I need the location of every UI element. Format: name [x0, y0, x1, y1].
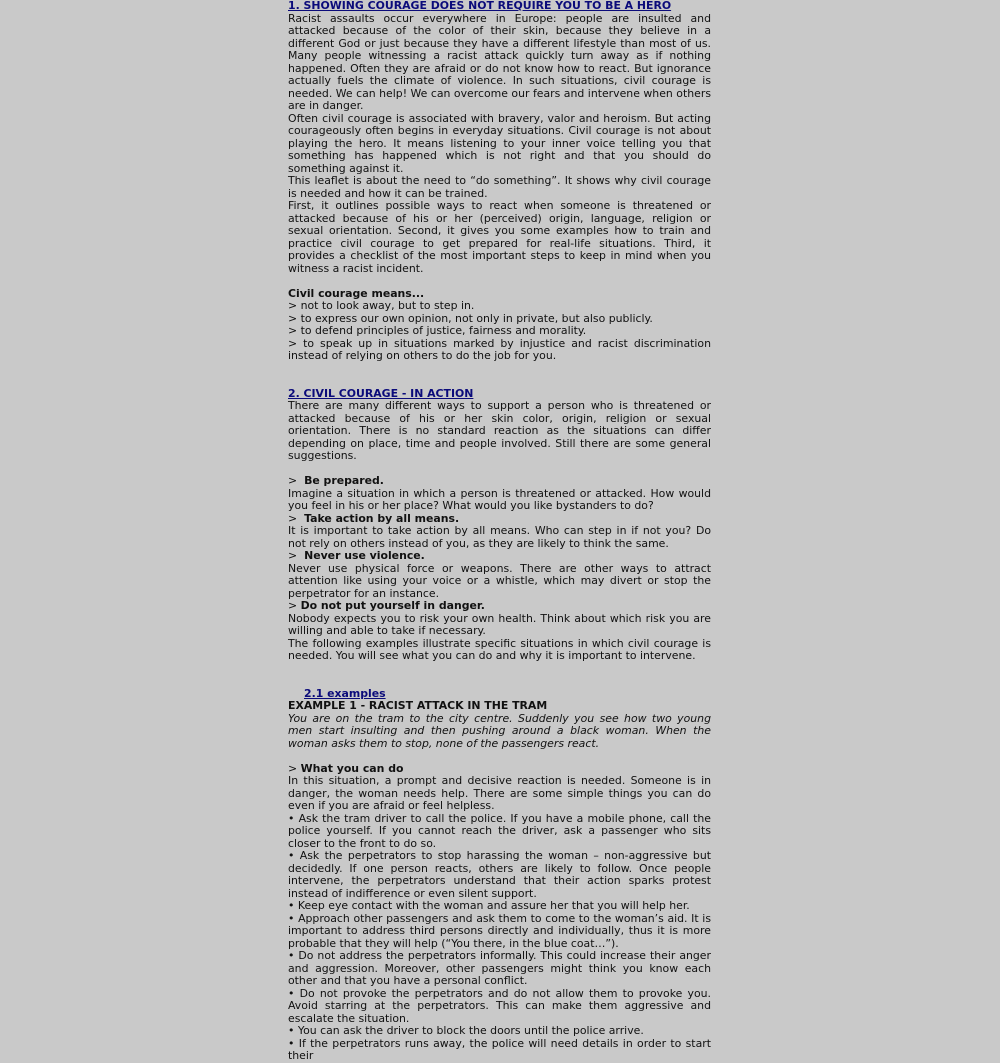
civil-courage-means-item: > to express our own opinion, not only in private, but also publicly.: [288, 311, 653, 325]
section-2-heading: 2. CIVIL COURAGE - IN ACTION: [288, 386, 474, 400]
advice-bullet: • Keep eye contact with the woman and assure her that you will help her.: [288, 899, 690, 912]
what-you-can-do-title: What you can do: [300, 761, 404, 775]
tip-text: Imagine a situation in which a person is threatened or attacked. How would you feel in his or her place? What would you like bystanders to do?: [288, 486, 711, 512]
tip-title-line: [288, 600, 711, 613]
section-1-heading: [288, 0, 711, 13]
what-you-can-do-intro: In this situation, a prompt and decisive reaction is needed. Someone is in danger, the woman needs help. There are some simple things you can do even if you are afraid or feel helpless.: [288, 774, 711, 812]
tip-title: Be prepared.: [304, 474, 384, 487]
section-1-heading-part2: DOES NOT REQUIRE YOU TO BE A HERO: [430, 0, 672, 12]
advice-bullet: • Ask the perpetrators to stop harassing the woman – non-aggressive but decidedly. If one person reacts, others are likely to follow. Once people intervene, the perpetrators understand that their action sparks protest instead of indifference or even silent support.: [288, 849, 711, 900]
section-1-paragraph: This leaflet is about the need to “do something”. It shows why civil courage is needed and how it can be trained.: [288, 174, 711, 200]
tip-text: Never use physical force or weapons. There are other ways to attract attention like using your voice or a whistle, which may divert or stop the perpetrator for an instance.: [288, 561, 711, 600]
example-1-scenario: You are on the tram to the city centre. Suddenly you see how two young men start insulting and then pushing around a black woman. When the woman asks them to stop, none of the passengers react.: [288, 711, 711, 750]
advice-bullet: • Do not address the perpetrators informally. This could increase their anger and aggression. Moreover, other passengers might think you know each other and that you have a personal conflict.: [288, 949, 711, 987]
tip-title: Do not put yourself in danger.: [300, 599, 485, 612]
tip-marker: >: [288, 511, 298, 525]
tip-marker: >: [288, 549, 298, 562]
section-1-paragraph: First, it outlines possible ways to react when someone is threatened or attacked because of his or her (perceived) origin, language, religion or sexual orientation. Second, it gives you some examples how to train and practice civil courage to get prepared for real-life situations. Third, it provides a checklist of the most important steps to keep in mind when you witness a racist incident.: [288, 199, 711, 275]
tip-marker: >: [288, 599, 298, 612]
advice-bullet: • Ask the tram driver to call the police. If you have a mobile phone, call the police yourself. If you cannot reach the driver, ask a passenger who sits closer to the front to do so.: [288, 811, 711, 850]
section-1-heading-part1: 1. SHOWING COURAGE: [288, 0, 427, 12]
advice-bullet: • You can ask the driver to block the doors until the police arrive.: [288, 1024, 644, 1037]
tip-title-line: [288, 550, 711, 563]
civil-courage-means-title: Civil courage means...: [288, 286, 425, 300]
examples-heading: 2.1 examples: [304, 686, 386, 700]
tip-title-line: [288, 475, 711, 488]
what-marker: >: [288, 761, 298, 775]
section-1-paragraph: Racist assaults occur everywhere in Europe: people are insulted and attacked because of the color of their skin, because they believe in a different God or just because they have a different lifestyle than most of us. Many people witnessing a racist attack quickly turn away as if nothing happened. Often they are afraid or do not know how to react. But ignorance actually fuels the climate of violence. In such situations, civil courage is needed. We can help! We can overcome our fears and intervene when others are in danger.: [288, 11, 711, 112]
advice-bullet: • Do not provoke the perpetrators and do not allow them to provoke you. Avoid starring at the perpetrators. This can make them aggressive and escalate the situation.: [288, 986, 711, 1025]
advice-bullet: • Approach other passengers and ask them to come to the woman’s aid. It is important to address third persons directly and individually, thus it is more probable that they will help (“You there, in the blue coat…”).: [288, 911, 711, 950]
civil-courage-means-item: > to defend principles of justice, fairness and morality.: [288, 324, 587, 337]
tip-marker: >: [288, 474, 298, 487]
tip-title: Take action by all means.: [304, 511, 460, 525]
leaflet-page: [288, 0, 711, 1063]
tip-text: Nobody expects you to risk your own health. Think about which risk you are willing and able to take if necessary.: [288, 611, 711, 637]
example-1-title: EXAMPLE 1 - RACIST ATTACK IN THE TRAM: [288, 699, 548, 712]
section-1-paragraph: Often civil courage is associated with bravery, valor and heroism. But acting courageously often begins in everyday situations. Civil courage is not about playing the hero. It means listening to your inner voice telling you that something has happened which is not right and that you should do something against it.: [288, 111, 711, 175]
advice-bullet: • If the perpetrators runs away, the police will need details in order to start their: [288, 1036, 711, 1062]
tip-title: Never use violence.: [304, 549, 425, 562]
civil-courage-means-item: > to speak up in situations marked by injustice and racist discrimination instead of relying on others to do the job for you.: [288, 336, 711, 362]
tip-text: It is important to take action by all means. Who can step in if not you? Do not rely on others instead of you, as they are likely to think the same.: [288, 524, 711, 550]
section-2-closing: The following examples illustrate specific situations in which civil courage is needed. You will see what you can do and why it is important to intervene.: [288, 636, 711, 662]
civil-courage-means-item: > not to look away, but to step in.: [288, 299, 475, 312]
section-2-intro: There are many different ways to support a person who is threatened or attacked because of his or her skin color, origin, religion or sexual orientation. There is no standard reaction as the situations can differ depending on place, time and people involved. Still there are some general suggestions.: [288, 399, 711, 462]
